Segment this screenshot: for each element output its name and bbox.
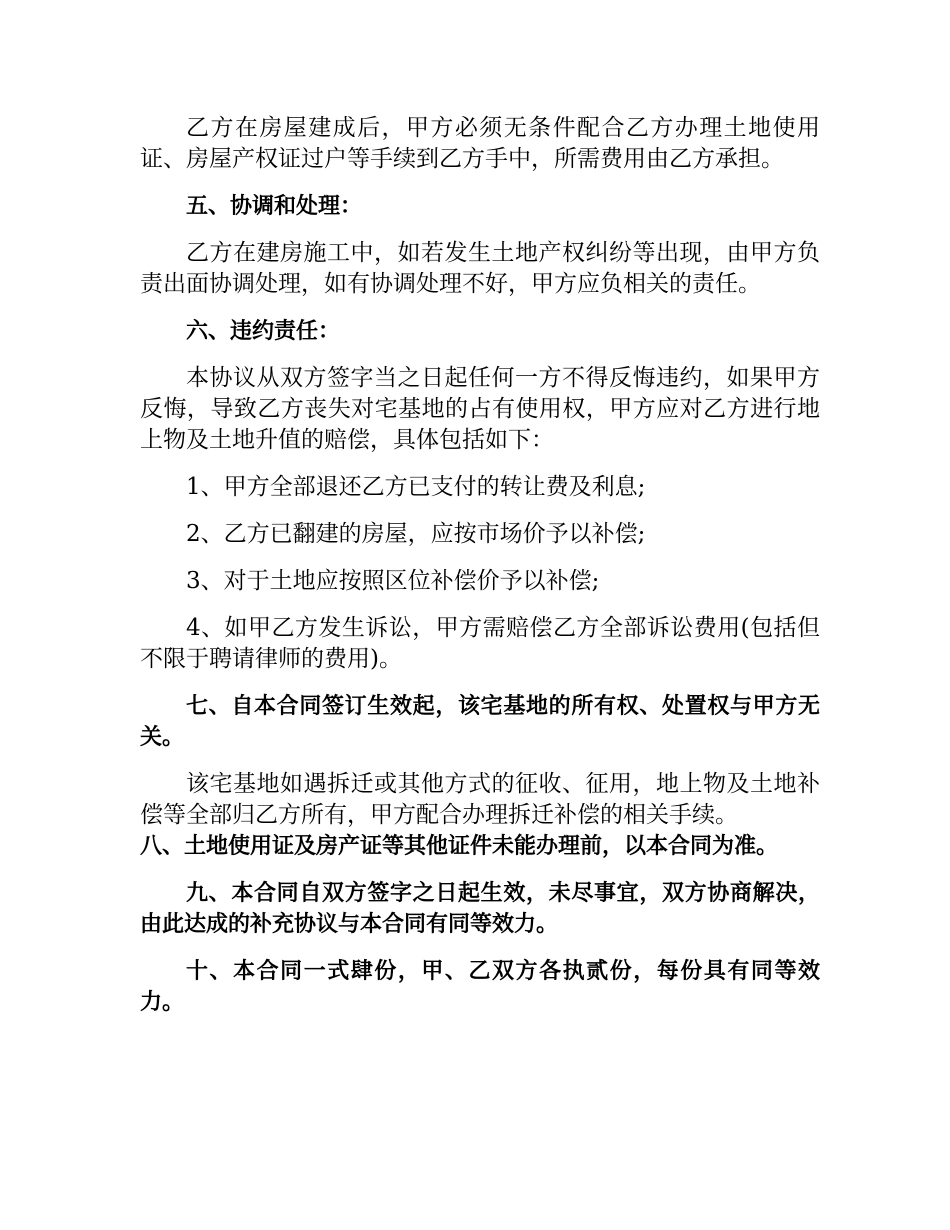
list-item-1: 1、甲方全部退还乙方已支付的转让费及利息;: [186, 474, 646, 500]
heading-section-6: 六、违约责任：: [186, 319, 341, 344]
paragraph-breach-liability: 本协议从双方签字当之日起任何一方不得反悔违约，如果甲方反悔，导致乙方丧失对宅基地的占有使用权，甲方应对乙方进行地上物及土地升值的赔偿，具体包括如下：: [140, 365, 820, 453]
heading-section-10: 十、本合同一式肆份，甲、乙双方各执贰份，每份具有同等效力。: [140, 959, 820, 1015]
heading-section-8: 八、土地使用证及房产证等其他证件未能办理前，以本合同为准。: [140, 834, 779, 859]
list-item-3: 3、对于土地应按照区位补偿价予以补偿;: [186, 568, 600, 594]
list-item-2: 2、乙方已翻建的房屋，应按市场价予以补偿;: [186, 521, 646, 547]
paragraph-demolition-compensation: 该宅基地如遇拆迁或其他方式的征收、征用，地上物及土地补偿等全部归乙方所有，甲方配合办理拆迁补偿的相关手续。: [140, 771, 820, 828]
list-item-4: 4、如甲乙方发生诉讼，甲方需赔偿乙方全部诉讼费用(包括但不限于聘请律师的费用)。: [140, 615, 820, 672]
heading-section-7: 七、自本合同签订生效起，该宅基地的所有权、处置权与甲方无关。: [140, 694, 820, 750]
paragraph-transfer-procedures: 乙方在房屋建成后，甲方必须无条件配合乙方办理土地使用证、房屋产权证过户等手续到乙方手中，所需费用由乙方承担。: [140, 115, 820, 172]
heading-section-5: 五、协调和处理：: [186, 194, 363, 219]
document-page: [140, 113, 820, 1018]
heading-section-9: 九、本合同自双方签字之日起生效，未尽事宜，双方协商解决，由此达成的补充协议与本合同有同等效力。: [140, 881, 820, 937]
paragraph-coordination: 乙方在建房施工中，如若发生土地产权纠纷等出现，由甲方负责出面协调处理，如有协调处理不好，甲方应负相关的责任。: [140, 240, 820, 297]
